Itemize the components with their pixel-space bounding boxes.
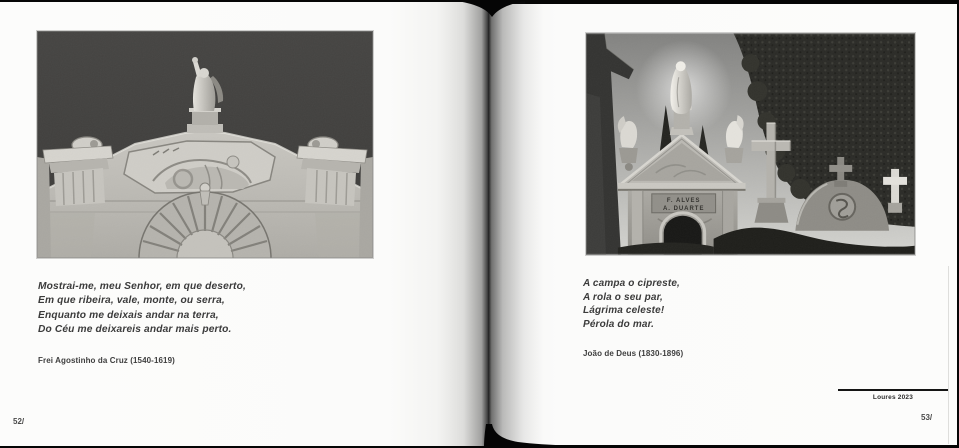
poem-line: Mostrai-me, meu Senhor, em que deserto, — [38, 281, 246, 292]
cemetery-photo-graphic — [586, 33, 915, 255]
gutter-bottom-wedge — [476, 424, 646, 448]
monument-photo-graphic — [37, 31, 373, 258]
right-page — [487, 4, 957, 445]
left-poem — [38, 280, 246, 338]
poem-line: Enquanto me deixais andar na terra, — [38, 309, 219, 321]
left-page-number: 52/ — [13, 417, 25, 426]
left-poem-attribution: Frei Agostinho da Cruz (1540-1619) — [38, 356, 175, 365]
right-poem — [583, 277, 680, 331]
tomb-inscription-line1: F. ALVES — [666, 197, 701, 204]
poem-line: A rola o seu par, — [583, 291, 663, 303]
page-edge-line — [948, 266, 949, 444]
poem-line: Do Céu me deixareis andar mais perto. — [38, 324, 232, 336]
gutter-top-notch — [450, 0, 534, 20]
poem-line: Em que ribeira, vale, monte, ou serra, — [38, 295, 225, 307]
caption-rule — [838, 389, 948, 391]
right-photo-cemetery — [586, 33, 915, 255]
poem-line: Pérola do mar. — [583, 318, 655, 330]
left-photo-monument — [37, 31, 373, 258]
right-page-number: 53/ — [921, 413, 933, 422]
right-poem-attribution: João de Deus (1830-1896) — [583, 349, 684, 358]
poem-line: Lágrima celeste! — [583, 305, 665, 317]
poem-line: A campa o cipreste, — [583, 278, 680, 289]
left-page — [0, 2, 487, 446]
tomb-inscription-line2: A. DUARTE — [662, 205, 705, 212]
location-caption: Loures 2023 — [872, 394, 914, 401]
